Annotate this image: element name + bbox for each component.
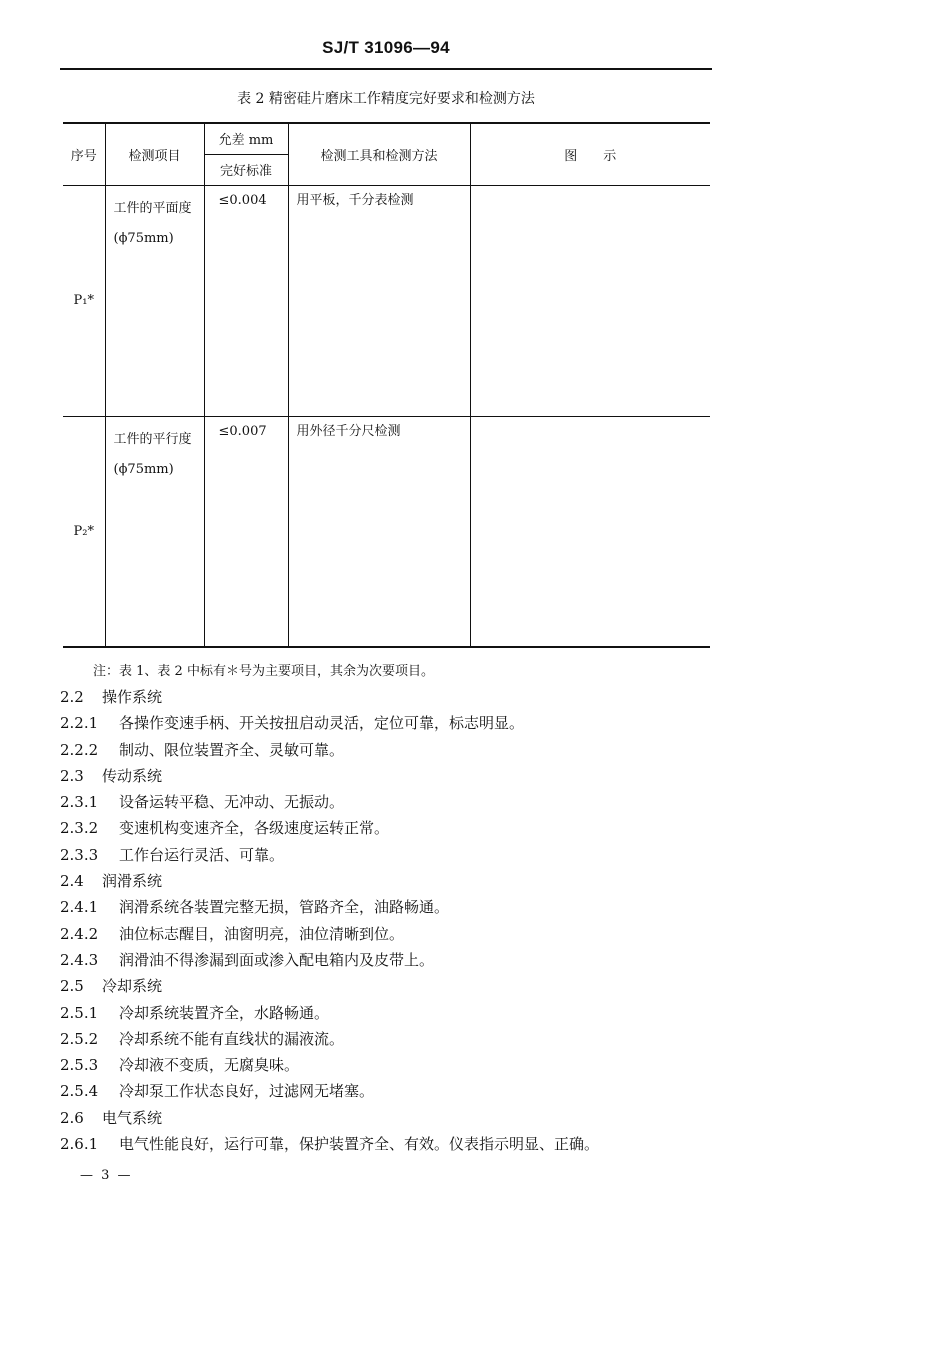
row-number: P₂* bbox=[63, 416, 105, 647]
section-number: 2.2.1 bbox=[60, 714, 99, 733]
section-line bbox=[60, 710, 720, 736]
section-line bbox=[60, 894, 720, 920]
row-method: 用平板，千分表检测 bbox=[288, 185, 470, 416]
section-number: 2.6.1 bbox=[60, 1135, 99, 1154]
section-line bbox=[60, 1026, 720, 1052]
section-line bbox=[60, 947, 720, 973]
section-number: 2.5.3 bbox=[60, 1056, 99, 1075]
accuracy-table bbox=[63, 122, 710, 648]
section-text: 冷却液不变质，无腐臭味。 bbox=[119, 1056, 300, 1075]
header-item: 检测项目 bbox=[105, 123, 204, 185]
row-method: 用外径千分尺检测 bbox=[288, 416, 470, 647]
section-text: 操作系统 bbox=[102, 688, 163, 706]
section-number: 2.2 bbox=[60, 688, 84, 706]
section-text: 冷却泵工作状态良好，过滤网无堵塞。 bbox=[119, 1082, 375, 1101]
section-text: 润滑油不得渗漏到面或渗入配电箱内及皮带上。 bbox=[119, 950, 435, 969]
table-row bbox=[63, 185, 710, 416]
table-header-row bbox=[63, 123, 710, 154]
header-rule bbox=[60, 68, 712, 70]
header-no: 序号 bbox=[63, 123, 105, 185]
section-text: 变速机构变速齐全，各级速度运转正常。 bbox=[119, 819, 390, 838]
row-figure bbox=[470, 416, 710, 647]
section-number: 2.5.1 bbox=[60, 1003, 99, 1022]
section-number: 2.3.3 bbox=[60, 845, 99, 864]
section-text: 工作台运行灵活、可靠。 bbox=[119, 845, 285, 864]
table-note: 注：表 1、表 2 中标有＊号为主要项目，其余为次要项目。 bbox=[93, 664, 434, 679]
section-line bbox=[60, 868, 720, 894]
section-line bbox=[60, 815, 720, 841]
item-name: 工件的平行度 bbox=[113, 431, 192, 447]
row-tolerance: ≤0.004 bbox=[204, 185, 288, 416]
section-line bbox=[60, 1131, 720, 1157]
section-text: 设备运转平稳、无冲动、无振动。 bbox=[119, 793, 345, 812]
item-spec: (ϕ75mm) bbox=[113, 230, 174, 246]
table-row bbox=[63, 416, 710, 647]
item-spec: (ϕ75mm) bbox=[113, 461, 174, 477]
section-number: 2.5 bbox=[60, 977, 84, 996]
header-method: 检测工具和检测方法 bbox=[288, 123, 470, 185]
section-text: 润滑系统各装置完整无损，管路齐全，油路畅通。 bbox=[119, 898, 450, 917]
header-standard: 完好标准 bbox=[204, 154, 288, 185]
section-number: 2.3 bbox=[60, 766, 84, 785]
row-figure bbox=[470, 185, 710, 416]
section-text: 冷却系统不能有直线状的漏液流。 bbox=[119, 1029, 345, 1048]
section-line bbox=[60, 1105, 720, 1131]
section-text: 电气系统 bbox=[102, 1108, 163, 1127]
header-figure: 图 示 bbox=[470, 123, 710, 185]
section-text: 制动、限位装置齐全、灵敏可靠。 bbox=[119, 740, 345, 759]
section-number: 2.6 bbox=[60, 1108, 84, 1127]
table-title: 表 2 精密硅片磨床工作精度完好要求和检测方法 bbox=[237, 91, 535, 107]
section-text: 冷却系统 bbox=[102, 977, 163, 996]
section-number: 2.4.3 bbox=[60, 950, 99, 969]
section-line bbox=[60, 737, 720, 763]
section-line bbox=[60, 921, 720, 947]
section-text: 油位标志醒目，油窗明亮，油位清晰到位。 bbox=[119, 924, 405, 943]
section-number: 2.4.1 bbox=[60, 898, 99, 917]
row-number: P₁* bbox=[63, 185, 105, 416]
section-text: 传动系统 bbox=[102, 766, 163, 785]
row-tolerance: ≤0.007 bbox=[204, 416, 288, 647]
row-item bbox=[105, 185, 204, 416]
section-line bbox=[60, 684, 720, 710]
section-number: 2.5.2 bbox=[60, 1029, 99, 1048]
standard-code: SJ/T 31096—94 bbox=[322, 38, 450, 57]
section-line bbox=[60, 973, 720, 999]
section-text: 电气性能良好，运行可靠，保护装置齐全、有效。仪表指示明显、正确。 bbox=[119, 1135, 600, 1154]
section-number: 2.2.2 bbox=[60, 740, 99, 759]
section-line bbox=[60, 1052, 720, 1078]
page-number: — 3 — bbox=[80, 1168, 133, 1183]
section-line bbox=[60, 789, 720, 815]
section-number: 2.4.2 bbox=[60, 924, 99, 943]
section-number: 2.4 bbox=[60, 872, 84, 891]
section-text: 润滑系统 bbox=[102, 872, 163, 891]
section-line bbox=[60, 842, 720, 868]
body-content bbox=[60, 660, 720, 1157]
section-number: 2.5.4 bbox=[60, 1082, 99, 1101]
section-text: 冷却系统装置齐全，水路畅通。 bbox=[119, 1003, 330, 1022]
header-tolerance: 允差 mm bbox=[204, 123, 288, 154]
row-item bbox=[105, 416, 204, 647]
section-text: 各操作变速手柄、开关按扭启动灵活，定位可靠，标志明显。 bbox=[119, 714, 525, 733]
section-line bbox=[60, 1078, 720, 1104]
section-line bbox=[60, 763, 720, 789]
section-line bbox=[60, 1000, 720, 1026]
item-name: 工件的平面度 bbox=[113, 200, 192, 216]
section-number: 2.3.2 bbox=[60, 819, 99, 838]
section-number: 2.3.1 bbox=[60, 793, 99, 812]
